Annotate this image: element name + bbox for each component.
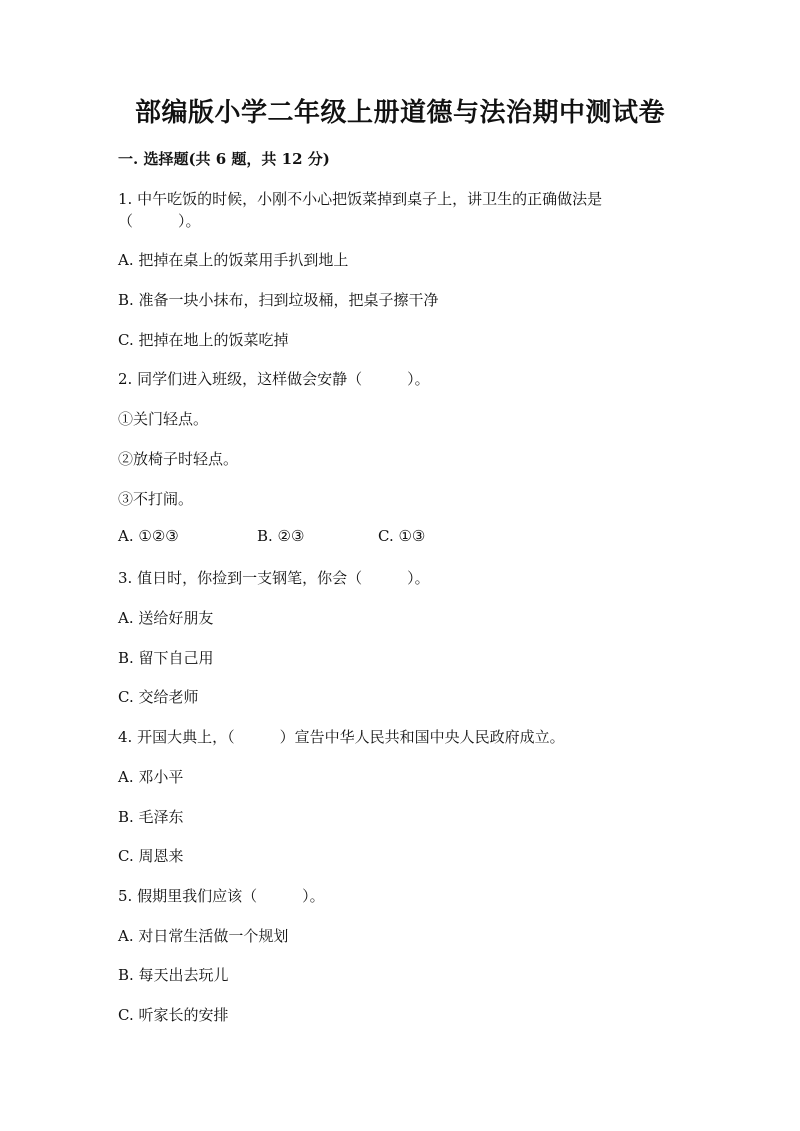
q2-option-b: B. ②③: [257, 527, 305, 545]
q3-option-c: C. 交给老师: [118, 688, 199, 706]
q5-option-b: B. 每天出去玩儿: [118, 966, 229, 984]
q2-item-1: ①关门轻点。: [118, 410, 209, 428]
q4-option-a: A. 邓小平: [118, 768, 184, 786]
q3-stem: 3. 值日时，你捡到一支钢笔，你会（ ）。: [118, 569, 430, 587]
q1-stem-line1: 1. 中午吃饭的时候，小刚不小心把饭菜掉到桌子上，讲卫生的正确做法是: [118, 190, 603, 208]
q1-option-b: B. 准备一块小抹布，扫到垃圾桶，把桌子擦干净: [118, 291, 439, 309]
q2-stem: 2. 同学们进入班级，这样做会安静（ ）。: [118, 370, 430, 388]
q3-option-a: A. 送给好朋友: [118, 609, 214, 627]
q4-stem: 4. 开国大典上，（ ）宣告中华人民共和国中央人民政府成立。: [118, 728, 565, 746]
q2-item-2: ②放椅子时轻点。: [118, 450, 239, 468]
q2-option-c: C. ①③: [378, 527, 426, 545]
q1-stem-line2: （ ）。: [118, 212, 201, 230]
q5-option-a: A. 对日常生活做一个规划: [118, 927, 289, 945]
q4-option-c: C. 周恩来: [118, 847, 184, 865]
q2-item-3: ③不打闹。: [118, 490, 194, 508]
q2-option-a: A. ①②③: [118, 527, 179, 545]
q5-stem: 5. 假期里我们应该（ ）。: [118, 887, 325, 905]
q3-option-b: B. 留下自己用: [118, 649, 214, 667]
q5-option-c: C. 听家长的安排: [118, 1006, 229, 1024]
page-title: 部编版小学二年级上册道德与法治期中测试卷: [134, 98, 665, 128]
q1-option-c: C. 把掉在地上的饭菜吃掉: [118, 331, 289, 349]
q1-option-a: A. 把掉在桌上的饭菜用手扒到地上: [118, 251, 349, 269]
section-heading: 一. 选择题(共 6 题，共 12 分): [118, 150, 330, 168]
q4-option-b: B. 毛泽东: [118, 808, 184, 826]
